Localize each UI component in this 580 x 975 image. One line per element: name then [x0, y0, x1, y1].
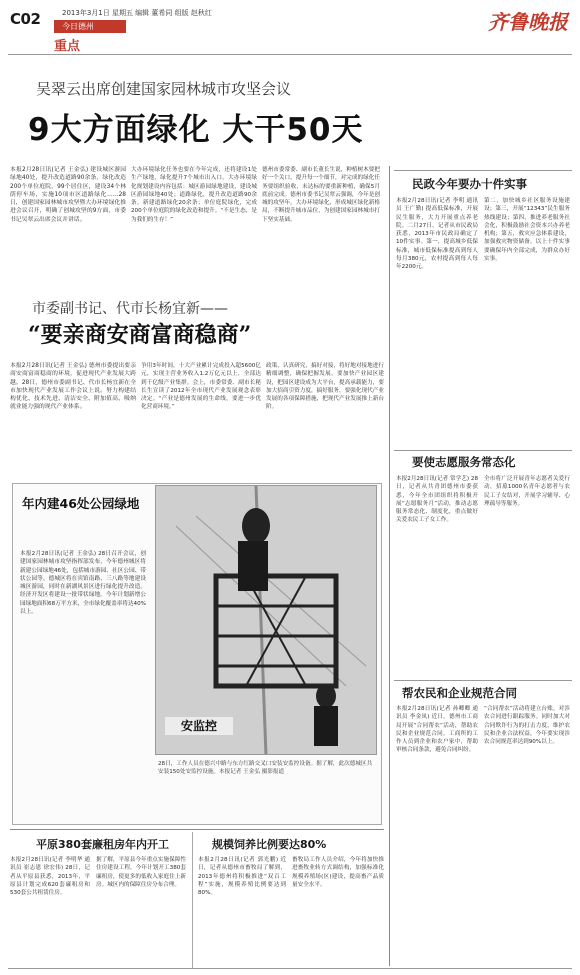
photo-illustration	[156, 486, 377, 755]
bottom-article-column: 本报2月28日讯(记者 郭光鹏) 近日，记者从德州市畜牧局了解到，2013年德州将积极推进“双百工程”实施，规模养殖比例要达到80%。	[198, 857, 286, 897]
right-article-title: 要使志愿服务常态化	[412, 455, 516, 469]
boxed-article-body: 本报2月28日讯(记者 王金弘) 28日召开会议，创建国家园林城市攻坚指挥部发布，今年德州城区将新建公园绿地46处，包括城市游园、社区公园、带状公园等。德城区将在宾馆南路、三八路等地建设城区游园，同时在新湖风景区进行绿化提升改造。经济开发区将建设一批带状绿地。今年计划新增公园绿地面积68万平方米，全市绿化覆盖率将达40%以上。	[20, 551, 146, 616]
bottom-article-title: 规模饲养比例要达80%	[212, 838, 327, 851]
right-article-column: “合同帮农”活动将建立台账，对涉农合同进行跟踪服务。同时加大对合同欺诈行为的打击力度，维护农民和企业合法权益，今年要实现涉农合同规范率达到90%以上。	[484, 706, 570, 746]
bottom-article-column: 据了解，平原县今年重点实施保障性住房建设工程，今年计划开工380套廉租房，使更多的低收入家庭住上新房。城区内的保障住房分布合理。	[96, 857, 186, 888]
news-photo	[155, 485, 377, 755]
photo-caption: 28日，工作人员在德兴中路与东方红路交叉口安装安监控设备。据了解，此次德城区共安装150处安监控设施。本报记者 王金弘 摄影报道	[158, 761, 373, 775]
right-article-column: 全市将广泛开展青年志愿者关爱行动，招募1000名青年志愿者与农民工子女结对，开展学习辅导、心理疏导等服务。	[484, 476, 570, 507]
right-divider	[394, 680, 572, 681]
right-article-column: 第二，加快城乡社区服务设施建设；第三，开展“12343”民生服务热线建设；第四，推进养老服务社会化，积极鼓励社会资本兴办养老机构；第五，救灾应急体系建设，加强救灾物资储备。以上十件实事要确保年内全部完成，为群众办好实事。	[484, 198, 570, 263]
page-number: C02	[10, 10, 41, 28]
section-label: 重点	[54, 39, 81, 54]
article1-headline: 9大方面绿化 大干50天	[28, 112, 364, 148]
right-divider	[394, 170, 572, 171]
bottom-article-title: 平原380套廉租房年内开工	[36, 838, 169, 851]
article1-column: 大办环境绿化任务也要在今年完成，还将建设1处生产绿地，绿化提升7个城市出入口。大办环境绿化规划建设内容包括：城区游园绿地建设，建设城区游园绿地40处；道路绿化，提升改造道路90余条，新建道路绿化20余条；单位庭院绿化，完成200个单位庭院的绿化改造和提升。“不是生态，是为我们的生存！”	[131, 167, 257, 223]
header-divider	[8, 54, 572, 55]
column-divider	[192, 832, 193, 968]
bottom-article-column: 本报2月28日讯(记者 李明华 通讯员 崔志恩 徐宏伟) 28日，记者从平原县获悉，2013年，平原县计划完成620套廉租房和530套公共租赁住房。	[10, 857, 90, 897]
article1-subhead: 吴翠云出席创建国家园林城市攻坚会议	[36, 80, 292, 98]
section-divider	[10, 829, 384, 830]
right-article-column: 本报2月28日讯(记者 常学艺) 28日，记者从共青团德州市委获悉，今年全市团组织将积极开展“志愿服务月”活动，推动志愿服务常态化、制度化，重点做好关爱农民工子女工作。	[396, 476, 478, 524]
masthead-logo: 齐鲁晚报	[488, 10, 568, 34]
article2-column: 争用3年时间，十大产业累计完成投入超5600亿元，实现主营业务收入1.2万亿元以上，全部达到千亿级产业集群。会上，市委常委、副市长秘长生宣读了2012年全市现代产业发展观念表彰决定。“产业是德州发展的生命线，要进一步优化营商环境。”	[141, 363, 261, 411]
article2-column: 政策，认真研究，搞好对接，将好地对接地进行精细调整，确保把握发展。要加快产业园区建设，把园区建设成为大平台，提高承载能力，要加大招商引资力度，搞好服务，要强化现代产业发展的各项保障措施，把现代产业发展推上新台阶。	[266, 363, 384, 411]
page-meta: 2013年3月1日 星期五 编辑 董希同 组版 赵秋红	[62, 9, 212, 17]
bottom-article-column: 畜牧局工作人员介绍，今年将加快推进畜牧业转方式调结构，加强标准化规模养殖场(区)建设，提高畜产品质量安全水平。	[292, 857, 384, 888]
column-divider	[389, 166, 390, 966]
article1-column: 德州市委常委、副市长董长生说，种植树木要把好一个关口，提升每一个细节，对完成的绿化任务要组织验收，未达标的要重新种植，确保5月底前完成。德州市委书记吴翠云强调，今年是创城的攻坚年，大办环境绿化，形成城区绿化新格局，不断提升城市品位，为创建国家园林城市打下坚实基础。	[262, 167, 380, 223]
right-article-title: 民政今年要办十件实事	[412, 177, 527, 191]
right-divider	[394, 450, 572, 451]
article2-column: 本报2月28日讯(记者 王金弘) 德州市委提出要亲商安商富商稳商的环境，促进现代产业发展大跨越。28日，德州市委副书记、代市长杨宜新在全市加快现代产业发展工作会议上说。努力构建结构优化、技术先进、清洁安全、附加值高、吸纳就业能力强的现代产业体系。	[10, 363, 136, 411]
section-tag: 今日德州	[54, 20, 126, 33]
article2-subhead: 市委副书记、代市长杨宜新——	[32, 301, 228, 317]
article2-headline: “要亲商安商富商稳商”	[28, 322, 252, 348]
right-article-column: 本报2月28日讯(记者 李明 通讯员 王广勤) 提高低保标准，开展民生服务，大力开展重点养老院。二月27日，记者从市民政局获悉，2013年市民政局确定了10件实事。第一，提高城乡低保标准，城市低保标准提高到每人每月380元，农村提高到每人每年2200元。	[396, 198, 478, 271]
article1-column: 本报2月28日讯(记者 王金弘) 建设城区游园绿地40处，提升改造道路90余条，绿化改造200个单位庭院，99个居住区，建设34个林荫停车场，实施10项市区道路绿化……28日，创建国家园林城市攻坚暨大办环境绿化推进会议召开，明确了创城攻坚的9方面，市委书记吴翠云出席会议并讲话。	[10, 167, 126, 223]
right-article-title: 帮农民和企业规范合同	[402, 686, 517, 700]
footer-divider	[8, 968, 572, 969]
right-article-column: 本报2月28日讯(记者 孙卿卿 通讯员 李金凤) 近日，德州市工商局开展“合同帮农”活动，帮助农民和企业规范合同。工商所的工作人员到企业和农户家中，帮助审核合同条款，避免合同纠纷。	[396, 706, 478, 754]
photo-overlay-label: 安监控	[165, 717, 233, 735]
boxed-article-title: 年内建46处公园绿地	[22, 496, 140, 511]
